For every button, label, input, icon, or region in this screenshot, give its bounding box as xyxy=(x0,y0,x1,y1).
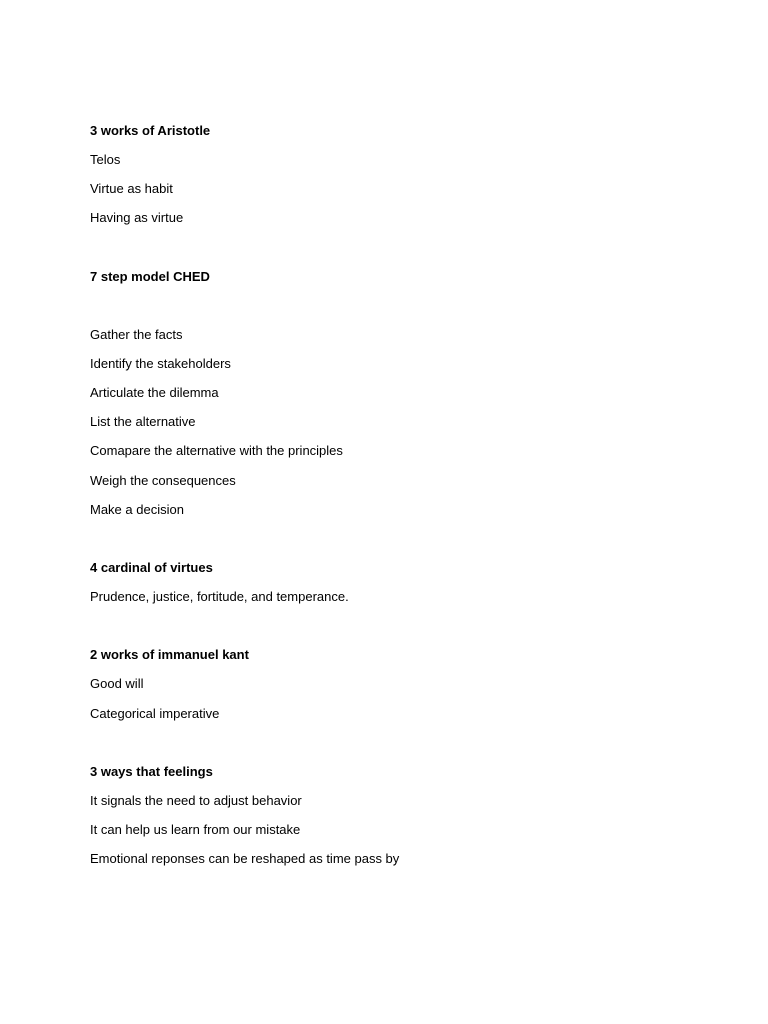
list-item: Identify the stakeholders xyxy=(90,356,231,371)
list-item: Good will xyxy=(90,676,144,691)
list-item: It can help us learn from our mistake xyxy=(90,822,301,837)
list-item: Virtue as habit xyxy=(90,181,173,196)
list-item: Having as virtue xyxy=(90,210,184,225)
list-item: Weigh the consequences xyxy=(90,473,236,488)
section-heading-kant: 2 works of immanuel kant xyxy=(90,647,249,662)
list-item: Gather the facts xyxy=(90,327,183,342)
list-item: Emotional reponses can be reshaped as time pass by xyxy=(90,851,400,866)
list-item: It signals the need to adjust behavior xyxy=(90,793,302,808)
section-heading-cardinal-virtues: 4 cardinal of virtues xyxy=(90,560,213,575)
list-item: Articulate the dilemma xyxy=(90,385,219,400)
list-item: Prudence, justice, fortitude, and temperance. xyxy=(90,589,349,604)
list-item: Categorical imperative xyxy=(90,706,220,721)
section-heading-feelings: 3 ways that feelings xyxy=(90,764,213,779)
list-item: Comapare the alternative with the principles xyxy=(90,443,343,458)
list-item: Make a decision xyxy=(90,502,184,517)
list-item: List the alternative xyxy=(90,414,196,429)
list-item: Telos xyxy=(90,152,121,167)
section-heading-aristotle: 3 works of Aristotle xyxy=(90,123,211,138)
section-heading-ched: 7 step model CHED xyxy=(90,269,210,284)
